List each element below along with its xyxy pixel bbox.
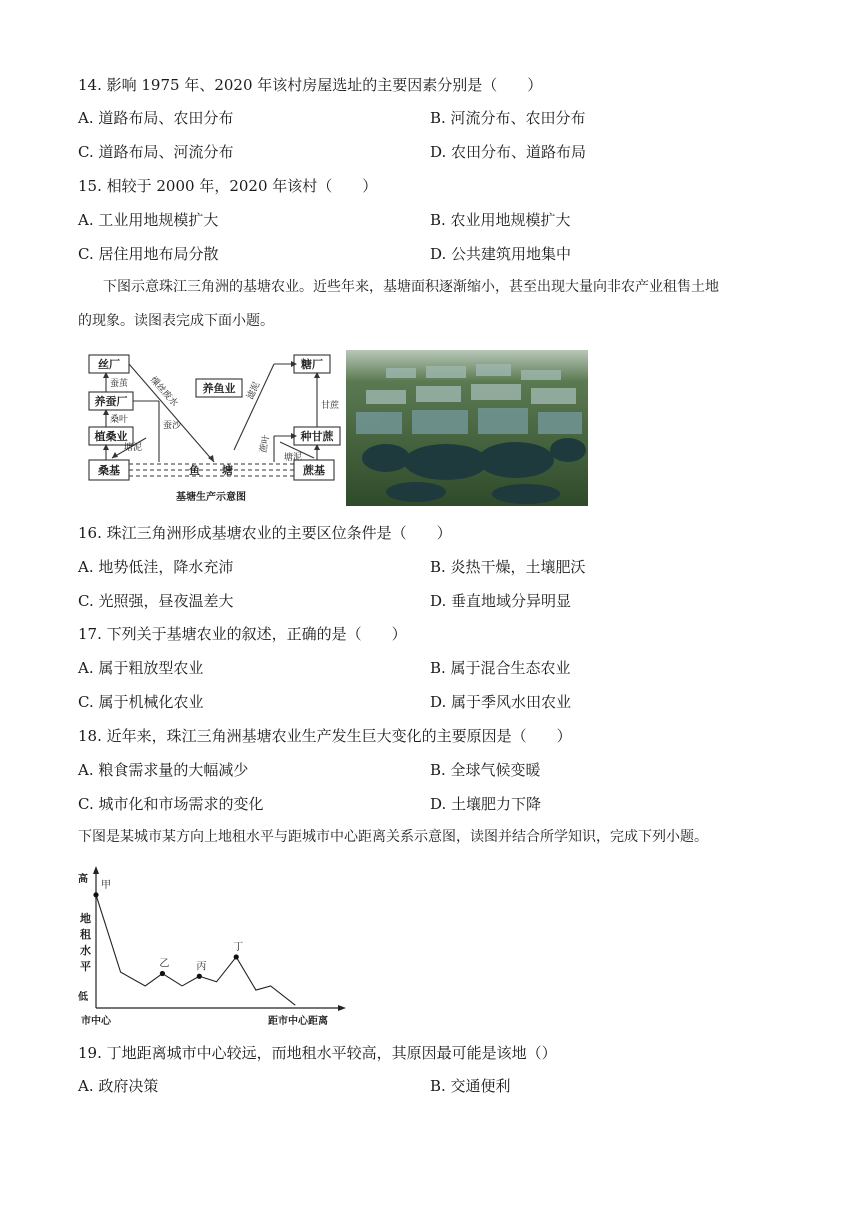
label-fish-farming: 养鱼业 xyxy=(202,382,236,395)
option-b[interactable]: B. 炎热干燥，土壤肥沃 xyxy=(430,558,586,576)
point-marker xyxy=(234,954,239,959)
point-label: 乙 xyxy=(159,958,170,970)
label-mulberry-plant: 植桑业 xyxy=(94,430,128,443)
diagram-caption: 基塘生产示意图 xyxy=(176,492,246,503)
label-fish-pond: 鱼 塘 xyxy=(189,464,233,477)
question-18-stem: 18. 近年来，珠江三角洲基塘农业生产发生巨大变化的主要原因是（ ） xyxy=(78,727,572,745)
y-axis-label-char: 水 xyxy=(80,944,91,957)
option-a[interactable]: A. 地势低洼，降水充沛 xyxy=(78,558,234,576)
question-17-stem: 17. 下列关于基塘农业的叙述，正确的是（ ） xyxy=(78,625,407,643)
label-waste-water: 缫丝废水 xyxy=(147,375,180,409)
y-axis-label-char: 地 xyxy=(80,912,91,925)
intro-paragraph-line1: 下图示意珠江三角洲的基塘农业。近些年来，基塘面积逐渐缩小，甚至出现大量向非农产业租售土地 xyxy=(103,279,719,295)
intro-rent-chart: 下图是某城市某方向上地租水平与距城市中心距离关系示意图，读图并结合所学知识，完成下列小题。 xyxy=(78,829,708,845)
fish-pond-aerial-photo xyxy=(346,350,588,506)
option-a[interactable]: A. 政府决策 xyxy=(78,1077,159,1095)
option-c[interactable]: C. 道路布局、河流分布 xyxy=(78,143,234,161)
option-d[interactable]: D. 公共建筑用地集中 xyxy=(430,245,572,263)
label-mulberry-base: 桑基 xyxy=(98,464,120,477)
point-label: 丙 xyxy=(196,961,207,973)
question-16-stem: 16. 珠江三角洲形成基塘农业的主要区位条件是（ ） xyxy=(78,524,452,542)
label-silkworm-factory: 养蚕厂 xyxy=(94,395,128,408)
option-d[interactable]: D. 农田分布、道路布局 xyxy=(430,143,587,161)
point-label: 丁 xyxy=(233,941,244,953)
question-19-stem: 19. 丁地距离城市中心较远，而地租水平较高，其原因最可能是该地（） xyxy=(78,1044,557,1062)
label-silk-factory: 丝厂 xyxy=(98,358,120,371)
option-c[interactable]: C. 城市化和市场需求的变化 xyxy=(78,795,264,813)
y-axis-label-char: 平 xyxy=(80,960,91,973)
dike-pond-diagram xyxy=(84,350,346,508)
intro-paragraph-line2: 的现象。读图表完成下面小题。 xyxy=(78,313,274,329)
option-d[interactable]: D. 属于季风水田农业 xyxy=(430,693,572,711)
x-axis-label: 距市中心距离 xyxy=(268,1016,328,1027)
label-sugarcane: 甘蔗 xyxy=(321,401,340,411)
y-high-label: 高 xyxy=(78,874,88,885)
option-b[interactable]: B. 农业用地规模扩大 xyxy=(430,211,571,229)
y-low-label: 低 xyxy=(78,992,88,1003)
label-sugar-factory: 糖厂 xyxy=(301,358,323,371)
y-axis-label xyxy=(80,911,92,973)
question-14-stem: 14. 影响 1975 年、2020 年该村房屋选址的主要因素分别是（ ） xyxy=(78,76,543,94)
option-d[interactable]: D. 土壤肥力下降 xyxy=(430,795,542,813)
label-cane-base: 蔗基 xyxy=(303,464,325,477)
label-pond-mud-right: 塘泥 xyxy=(284,453,303,463)
option-b[interactable]: B. 全球气候变暖 xyxy=(430,761,541,779)
x-origin-label: 市中心 xyxy=(81,1016,111,1027)
point-marker xyxy=(93,892,98,897)
point-marker xyxy=(160,971,165,976)
option-a[interactable]: A. 道路布局、农田分布 xyxy=(78,109,234,127)
label-mulberry-leaf: 桑叶 xyxy=(110,415,129,425)
option-b[interactable]: B. 属于混合生态农业 xyxy=(430,659,571,677)
point-marker xyxy=(197,974,202,979)
option-b[interactable]: B. 河流分布、农田分布 xyxy=(430,109,586,127)
label-sugarcane-plant: 种甘蔗 xyxy=(300,430,334,443)
rent-line xyxy=(96,895,295,1005)
point-label: 甲 xyxy=(101,879,111,891)
land-rent-chart xyxy=(74,862,364,1034)
option-b[interactable]: B. 交通便利 xyxy=(430,1077,511,1095)
label-silkworm-sand: 蚕沙 xyxy=(163,421,182,431)
y-axis-label-char: 租 xyxy=(80,928,91,941)
option-c[interactable]: C. 光照强，昼夜温差大 xyxy=(78,592,234,610)
label-cane-leaf: 蔗叶 xyxy=(259,434,273,454)
question-15-stem: 15. 相较于 2000 年，2020 年该村（ ） xyxy=(78,177,378,195)
label-filter-mud: 滤泥 xyxy=(245,380,263,402)
option-a[interactable]: A. 属于粗放型农业 xyxy=(78,659,204,677)
option-a[interactable]: A. 粮食需求量的大幅减少 xyxy=(78,761,249,779)
label-pond-mud-left: 塘泥 xyxy=(124,443,143,453)
option-c[interactable]: C. 属于机械化农业 xyxy=(78,693,204,711)
option-a[interactable]: A. 工业用地规模扩大 xyxy=(78,211,219,229)
option-d[interactable]: D. 垂直地域分异明显 xyxy=(430,592,572,610)
option-c[interactable]: C. 居住用地布局分散 xyxy=(78,245,219,263)
label-cocoon: 蚕茧 xyxy=(110,379,129,389)
